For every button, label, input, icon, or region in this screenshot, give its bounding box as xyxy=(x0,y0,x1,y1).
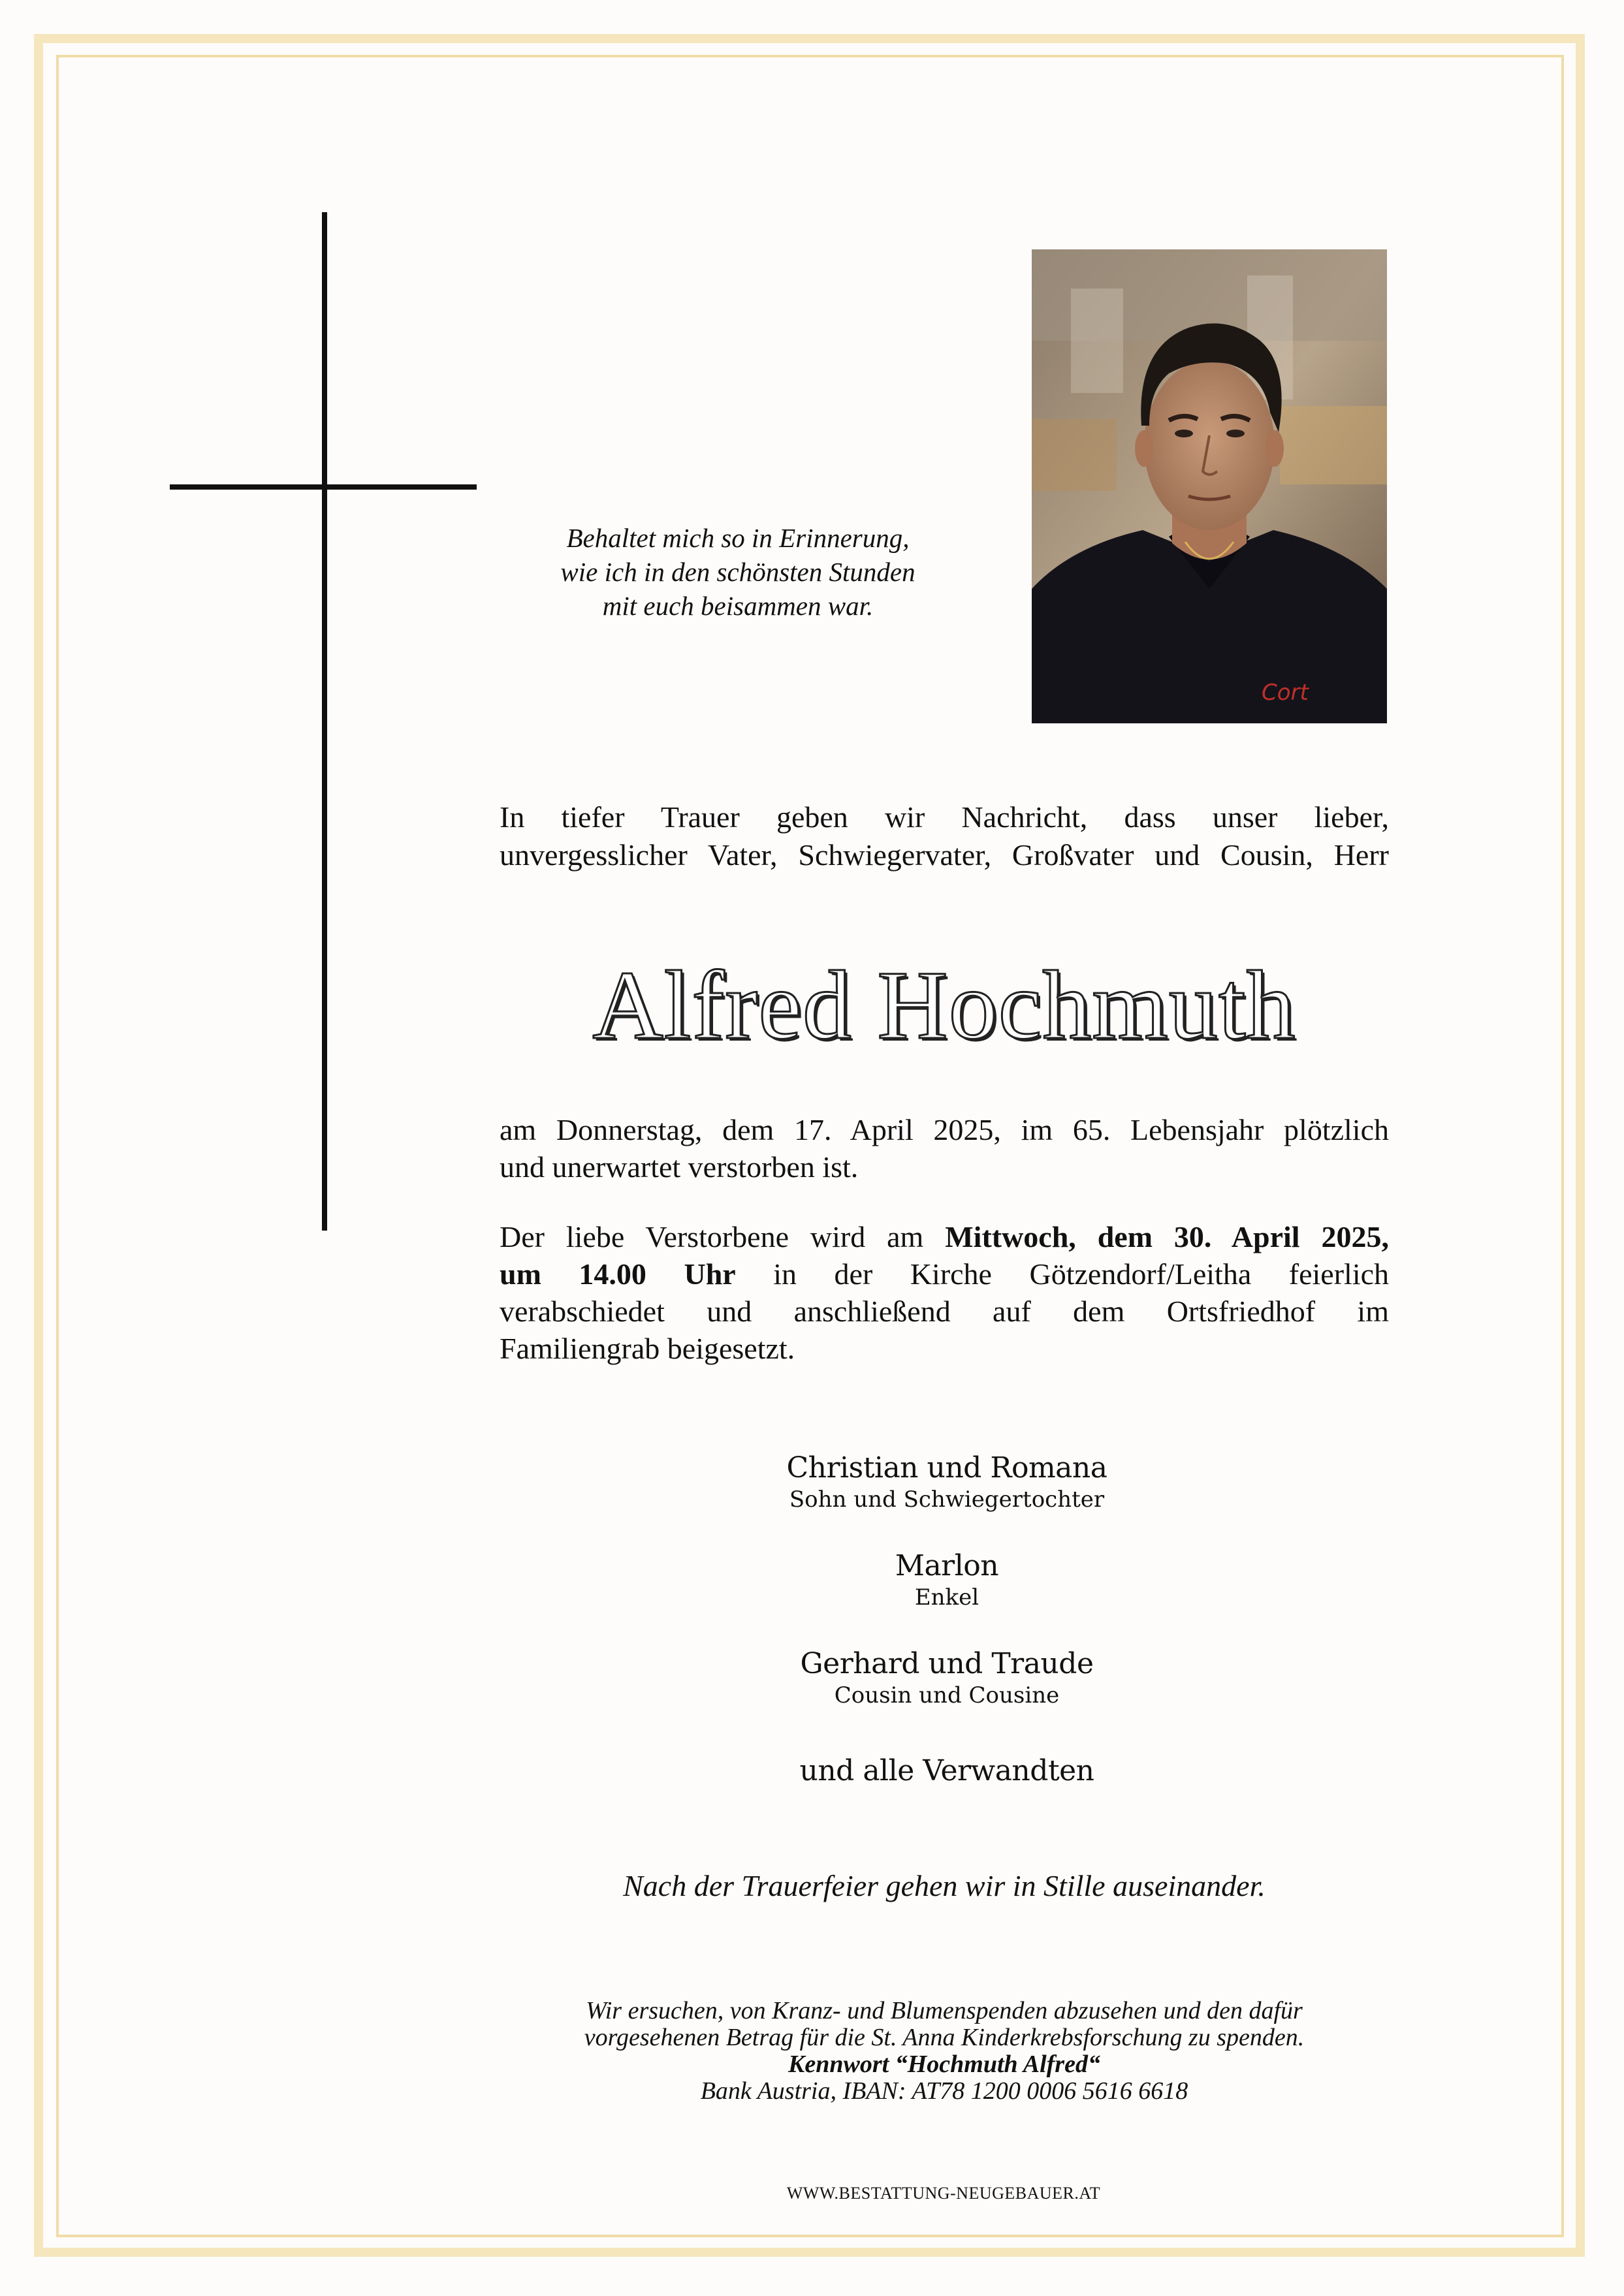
donation-keyword: Kennwort “Hochmuth Alfred“ xyxy=(788,2051,1100,2078)
funeral-line xyxy=(500,1218,1389,1255)
closing-text: Nach der Trauerfeier gehen wir in Stille auseinander. xyxy=(623,1869,1266,1902)
cross-vertical-bar xyxy=(322,212,327,1231)
donation-request xyxy=(500,1998,1389,2105)
intro-line: unvergesslicher Vater, Schwiegervater, Großvater und Cousin, Herr xyxy=(500,838,1389,872)
motto-line: Behaltet mich so in Erinnerung, xyxy=(566,523,910,553)
motto xyxy=(509,521,966,623)
relatives-line xyxy=(751,1753,1143,1789)
motto-line: mit euch beisammen war. xyxy=(602,591,874,621)
mourner-group xyxy=(751,1451,1143,1513)
donation-line: vorgesehenen Betrag für die St. Anna Kinderkrebsforschung zu spenden. xyxy=(584,2024,1305,2051)
funeral-text: Der liebe Verstorbene wird am xyxy=(500,1220,946,1253)
mourner-group xyxy=(751,1646,1143,1709)
funeral-date: Mittwoch, dem 30. April 2025, xyxy=(945,1220,1389,1253)
intro-text xyxy=(500,798,1389,874)
relatives-text: und alle Verwandten xyxy=(799,1754,1094,1787)
deceased-name: Alfred Hochmuth xyxy=(592,951,1296,1060)
mourner-relation: Cousin und Cousine xyxy=(834,1682,1060,1708)
mourner-name: Marlon xyxy=(895,1549,999,1582)
intro-line: In tiefer Trauer geben wir Nachricht, dass unser lieber, xyxy=(500,800,1389,834)
donation-bank: Bank Austria, IBAN: AT78 1200 0006 5616 6618 xyxy=(700,2077,1188,2105)
death-notice-line: am Donnerstag, dem 17. April 2025, im 65. Lebensjahr plötzlich xyxy=(500,1113,1389,1146)
mourner-name: Christian und Romana xyxy=(786,1451,1107,1485)
website-link[interactable]: WWW.BESTATTUNG-NEUGEBAUER.AT xyxy=(786,2184,1101,2203)
cross-horizontal-bar xyxy=(170,484,477,490)
donation-line: Wir ersuchen, von Kranz- und Blumenspenden abzusehen und den dafür xyxy=(586,1997,1303,2024)
funeral-text: in der Kirche Götzendorf/Leitha feierlich xyxy=(735,1257,1390,1291)
death-notice xyxy=(500,1111,1389,1186)
mourner-relation: Enkel xyxy=(914,1584,979,1611)
mourner-group xyxy=(751,1549,1143,1611)
funeral-line: verabschiedet und anschließend auf dem Ortsfriedhof im xyxy=(500,1295,1389,1328)
portrait-photo xyxy=(1032,249,1387,723)
mourner-relation: Sohn und Schwiegertochter xyxy=(789,1486,1105,1513)
funeral-line: Familiengrab beigesetzt. xyxy=(500,1332,795,1365)
funeral-time: um 14.00 Uhr xyxy=(500,1257,736,1291)
funeral-info xyxy=(500,1218,1389,1367)
motto-line: wie ich in den schönsten Stunden xyxy=(560,557,915,587)
shirt-logo: Cort xyxy=(1262,680,1309,706)
funeral-line xyxy=(500,1255,1389,1293)
mourner-name: Gerhard und Traude xyxy=(800,1647,1094,1680)
death-notice-line: und unerwartet verstorben ist. xyxy=(500,1150,859,1184)
